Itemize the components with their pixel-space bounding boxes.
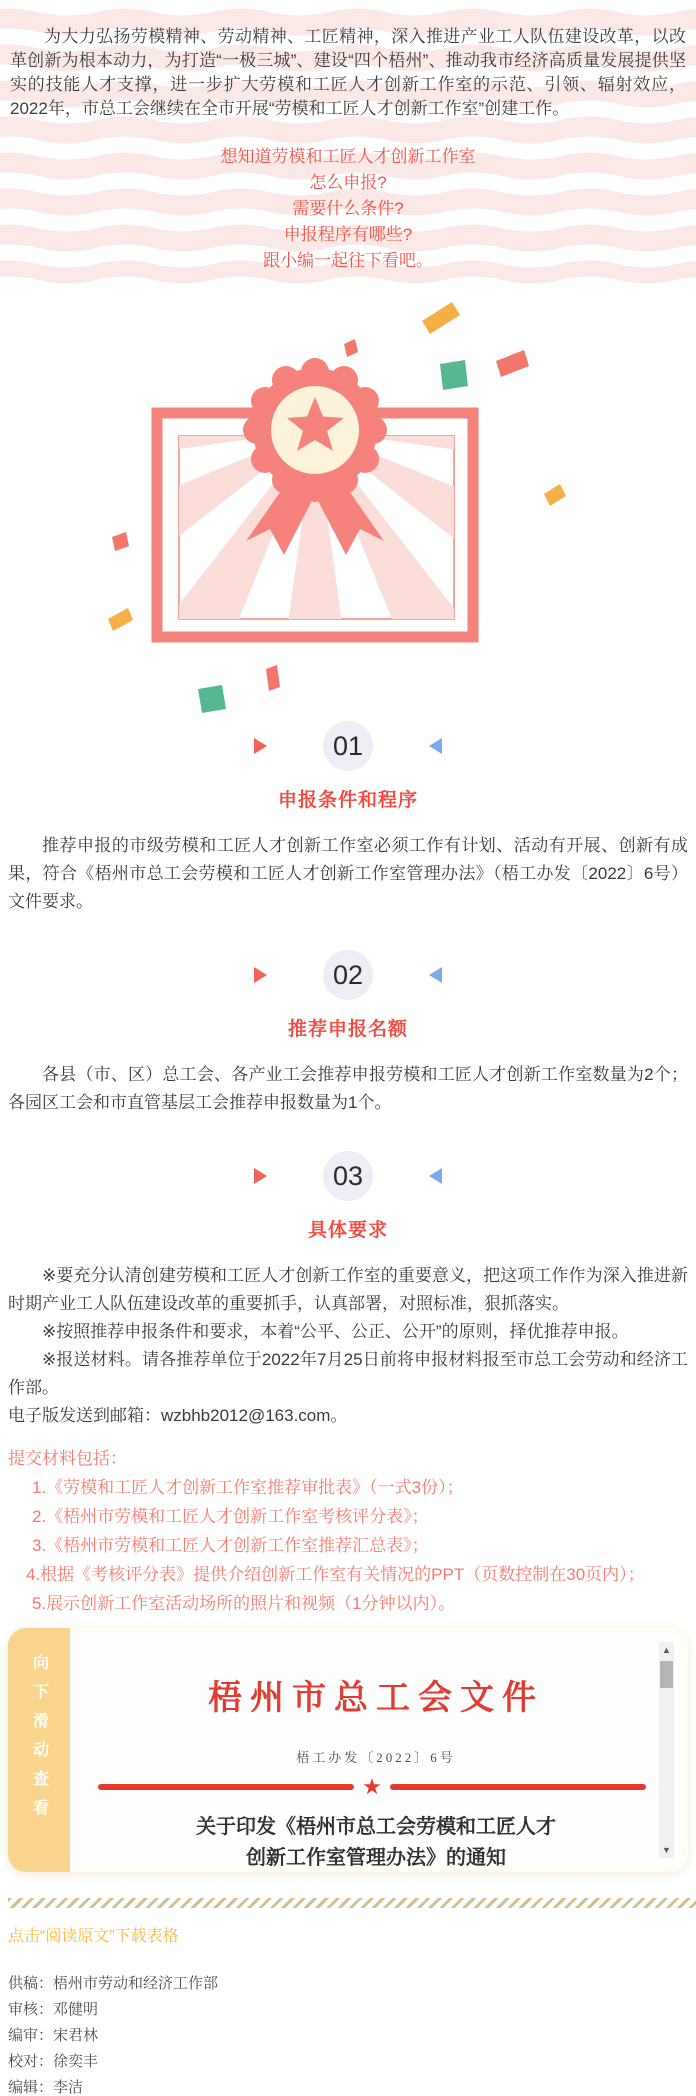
scroll-hint-tab: [8, 1628, 70, 1872]
notice-line-2: 创新工作室管理办法》的通知: [246, 1847, 506, 1866]
paragraph: ※按照推荐申报条件和要求，本着“公平、公正、公开”的原则，择优推荐申报。: [42, 1322, 629, 1341]
section-number-badge: 02: [323, 950, 373, 1000]
notice-line-1: 关于印发《梧州市总工会劳模和工匠人才: [196, 1816, 556, 1838]
section-03-title: 具体要求: [307, 1220, 388, 1241]
triangle-left-icon: [429, 967, 442, 983]
credit-line: 编审：宋君林: [8, 2027, 99, 2044]
credit-line: 供稿：梧州市劳动和经济工作部: [8, 1975, 219, 1992]
document-title: 梧州市总工会文件: [208, 1680, 544, 1717]
hatched-divider: [8, 1898, 696, 1908]
section-01-body: [0, 832, 696, 916]
email-line: 电子版发送到邮箱：wzbhb2012@163.com。: [8, 1406, 348, 1425]
section-02: [0, 950, 696, 1117]
paragraph: 推荐申报的市级劳模和工匠人才创新工作室必须工作有计划、活动有开展、创新有成果，符合《梧州市总工会劳模和工匠人才创新工作室管理办法》（梧工办发〔2022〕6号）文件要求。: [8, 836, 688, 911]
section-02-body: [0, 1061, 696, 1117]
scroll-hint-text: 向下滑动查看: [30, 1654, 48, 1828]
credits-block: [0, 1976, 696, 2095]
credit-line: 审核：邓健明: [8, 2001, 99, 2018]
teaser-line: 申报程序有哪些?: [283, 225, 413, 244]
section-01-title: 申报条件和程序: [277, 790, 418, 811]
section-03-marker: [0, 1151, 696, 1201]
list-item: 1.《劳模和工匠人才创新工作室推荐审批表》（一式3份）；: [32, 1478, 464, 1497]
rule-line-right: [390, 1784, 646, 1790]
teaser-block: [0, 144, 696, 274]
scrollbar[interactable]: [659, 1642, 674, 1858]
teaser-line: 想知道劳模和工匠人才创新工作室: [220, 147, 476, 166]
paragraph: ※要充分认清创建劳模和工匠人才创新工作室的重要意义，把这项工作作为深入推进新时期产业工人队伍建设改革的重要抓手，认真部署，对照标准，狠抓落实。: [8, 1266, 688, 1313]
section-03: [0, 1151, 696, 1430]
rule-line-left: [98, 1784, 354, 1790]
triangle-left-icon: [429, 1168, 442, 1184]
list-item: 5.展示创新工作室活动场所的照片和视频（1分钟以内）。: [32, 1594, 456, 1613]
section-03-body: [0, 1262, 696, 1430]
credit-line: 校对：徐奕丰: [8, 2053, 99, 2070]
list-item: 3.《梧州市劳模和工匠人才创新工作室推荐汇总表》；: [32, 1536, 429, 1555]
list-item: 4.根据《考核评分表》提供介绍创新工作室有关情况的PPT（页数控制在30页内）；: [26, 1565, 645, 1584]
section-02-marker: [0, 950, 696, 1000]
award-illustration-svg: [0, 289, 696, 713]
triangle-right-icon: [254, 967, 267, 983]
triangle-left-icon: [429, 738, 442, 754]
notice-title: [70, 1812, 682, 1866]
intro-paragraph: 为大力弘扬劳模精神、劳动精神、工匠精神，深入推进产业工人队伍建设改革，以改革创新为根本动力，为打造“一极三城”、建设“四个梧州”、推动我市经济高质量发展提供坚实的技能人才支撑，进一步扩大劳模和工匠人才创新工作室的示范、引领、辐射效应，2022年，市总工会继续在全市开展“劳模和工匠人才创新工作室”创建工作。: [10, 27, 686, 118]
section-01-marker: [0, 721, 696, 771]
document-rule: [98, 1776, 646, 1798]
read-original-hint: 点击“阅读原文”下载表格: [8, 1928, 179, 1945]
section-02-title: 推荐申报名额: [287, 1019, 408, 1040]
credit-line: 编辑：李洁: [8, 2079, 84, 2096]
paragraph: ※报送材料。请各推荐单位于2022年7月25日前将申报材料报至市总工会劳动和经济工作部。: [8, 1350, 688, 1397]
materials-list: [0, 1444, 696, 1618]
list-item: 2.《梧州市劳模和工匠人才创新工作室考核评分表》；: [32, 1507, 429, 1526]
teaser-line: 怎么申报?: [309, 173, 387, 192]
document-scroll-area[interactable]: [70, 1634, 682, 1866]
section-01: [0, 721, 696, 916]
scroll-down-icon[interactable]: ▼: [662, 1845, 671, 1855]
teaser-line: 需要什么条件?: [292, 199, 404, 218]
document-number: 梧工办发〔2022〕6号: [296, 1750, 456, 1765]
materials-heading: 提交材料包括：: [8, 1449, 127, 1468]
paragraph: 各县（市、区）总工会、各产业工会推荐申报劳模和工匠人才创新工作室数量为2个；各园区工会和市直管基层工会推荐申报数量为1个。: [8, 1065, 688, 1112]
wave-header: [0, 0, 696, 289]
teaser-line: 跟小编一起往下看吧。: [263, 251, 433, 270]
star-icon: ★: [362, 1774, 382, 1799]
document-preview-box: [8, 1628, 688, 1872]
section-number-badge: 03: [323, 1151, 373, 1201]
scroll-up-icon[interactable]: ▲: [662, 1645, 671, 1655]
award-certificate-illustration: [0, 289, 696, 713]
scrollbar-thumb[interactable]: [660, 1661, 673, 1688]
triangle-right-icon: [254, 1168, 267, 1184]
triangle-right-icon: [254, 738, 267, 754]
section-number-badge: 01: [323, 721, 373, 771]
